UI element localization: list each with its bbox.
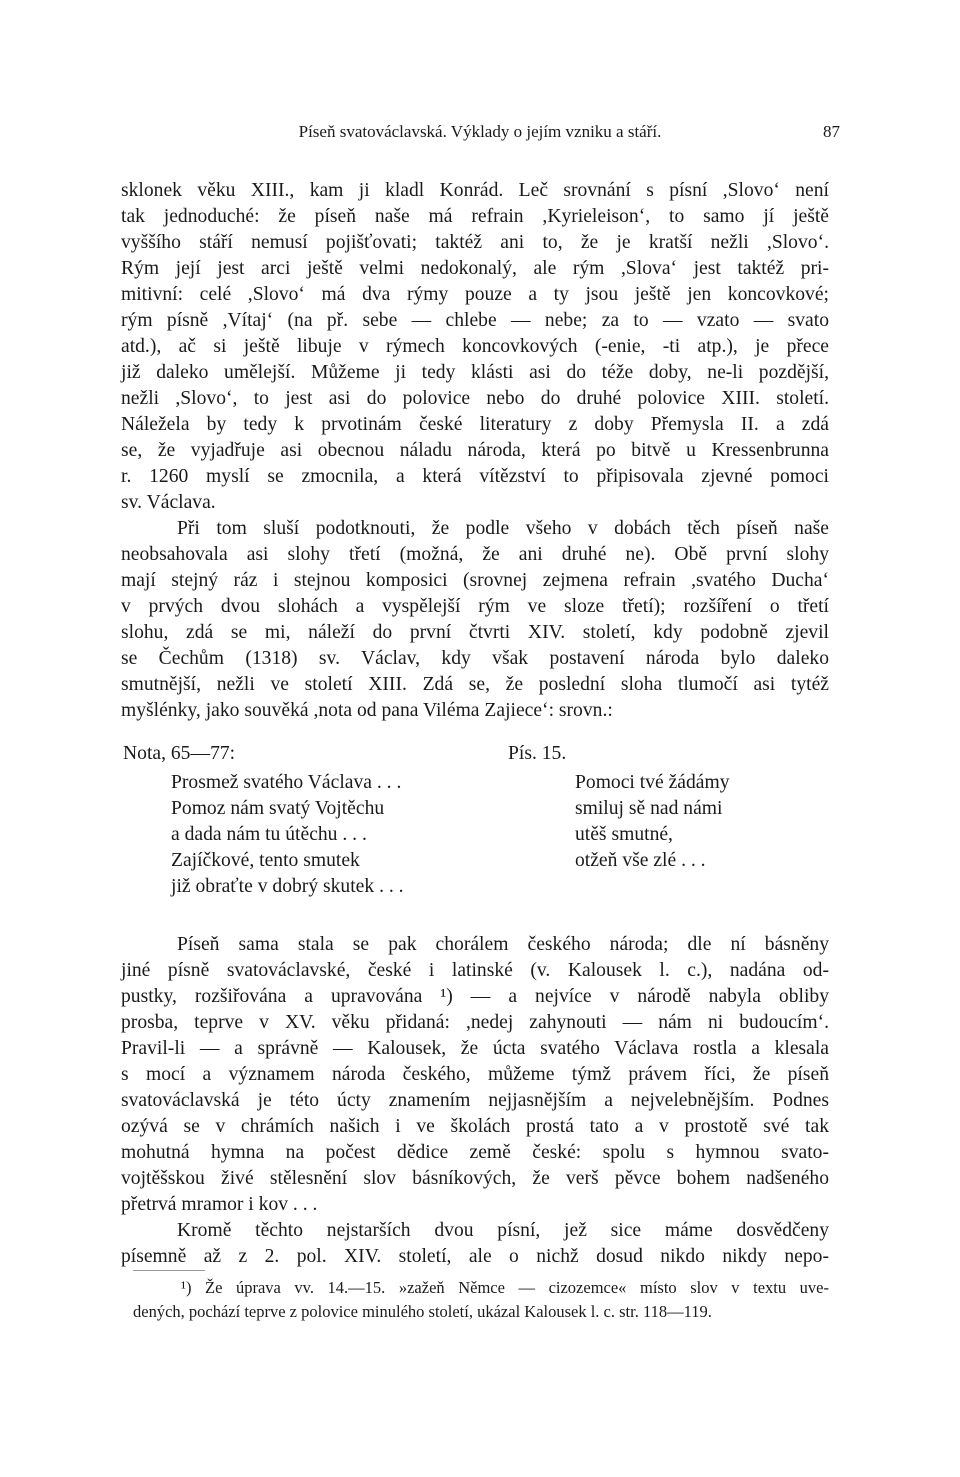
verse-line: utěš smutné, — [575, 824, 673, 845]
verse-line: Pomoz nám svatý Vojtěchu — [171, 798, 385, 819]
verse-line: již obraťte v dobrý skutek . . . — [171, 876, 404, 897]
text-line: se Čechům (1318) sv. Václav, kdy však postavení národa bylo daleko — [121, 648, 829, 669]
text-line: nežli ,Slovo‘, to jest asi do polovice nebo do druhé polovice XIII. století. — [121, 388, 829, 409]
body-text-top — [121, 178, 829, 724]
verse-line: Prosmež svatého Václava . . . — [171, 772, 402, 793]
text-line: s mocí a významem národa českého, můžeme týmž právem říci, že píseň — [121, 1064, 829, 1085]
text-line: svatováclavská je této úcty znamením nejjasnějším a nejvelebnějším. Podnes — [121, 1090, 829, 1111]
verse-line: otžeň vše zlé . . . — [575, 850, 706, 871]
verse-heading: Nota, 65—77: — [123, 743, 236, 764]
text-line: myšlénky, jako souvěká ,nota od pana Viléma Zajiece‘: srovn.: — [121, 700, 613, 721]
text-line: přetrvá mramor i kov . . . — [121, 1194, 318, 1215]
text-line: v prvých dvou slohách a vyspělejší rým ve sloze třetí); rozšíření o třetí — [121, 596, 829, 617]
text-line-indented: Při tom sluší podotknouti, že podle všeho v dobách těch píseň naše — [177, 518, 829, 539]
text-line: r. 1260 myslí se zmocnila, a která vítězství to připisovala zjevné pomoci — [121, 466, 829, 487]
text-line: vyššího stáří nemusí pojišťovati; taktéž ani to, že je kratší nežli ,Slovo‘. — [121, 232, 829, 253]
text-line: mají stejný ráz i stejnou komposici (srovnej zejmena refrain ,svatého Ducha‘ — [121, 570, 829, 591]
text-line: jiné písně svatováclavské, české i latinské (v. Kalousek l. c.), nadána od- — [121, 960, 829, 981]
text-line: ozývá se v chrámích našich i ve školách prostá tato a v prostotě své tak — [121, 1116, 829, 1137]
page-number: 87 — [823, 122, 840, 141]
text-line: smutnější, nežli ve století XIII. Zdá se, že poslední sloha tlumočí asi tytéž — [121, 674, 829, 695]
text-line: Rým její jest arci ještě velmi nedokonalý, ale rým ,Slova‘ jest taktéž pri- — [121, 258, 829, 279]
running-title: Píseň svatováclavská. Výklady o jejím vzniku a stáří. — [298, 122, 662, 141]
verse-quote-nota — [123, 741, 404, 900]
text-line: Náležela by tedy k prvotinám české literatury z doby Přemysla II. a zdá — [121, 414, 829, 435]
verse-line: Zajíčkové, tento smutek — [171, 850, 360, 871]
text-line-indented: Píseň sama stala se pak chorálem českého národa; dle ní básněny — [177, 934, 829, 955]
verse-quote-pisen — [508, 741, 730, 874]
verse-line: Pomoci tvé žádámy — [575, 772, 730, 793]
text-line: tak jednoduché: že píseň naše má refrain ,Kyrieleison‘, to samo jí ještě — [121, 206, 829, 227]
text-line: mitivní: celé ,Slovo‘ má dva rýmy pouze a ty jsou ještě jen koncovkové; — [121, 284, 829, 305]
running-header — [120, 121, 840, 143]
verse-line: smiluj sě nad námi — [575, 798, 723, 819]
body-text-bottom — [121, 932, 829, 1270]
text-line: slohu, zdá se mi, náleží do první čtvrti XIV. století, kdy podobně zjevil — [121, 622, 829, 643]
text-line-indented: Kromě těchto nejstarších dvou písní, jež sice máme dosvědčeny — [177, 1220, 829, 1241]
footnotes — [133, 1276, 829, 1324]
text-line: již daleko umělejší. Můžeme ji tedy klásti asi do téže doby, ne-li pozdější, — [121, 362, 829, 383]
text-line: písemně až z 2. pol. XIV. století, ale o nichž dosud nikdo nikdy nepo- — [121, 1246, 829, 1267]
text-line: sv. Václava. — [121, 492, 216, 513]
footnote-line: dených, pochází teprve z polovice minulého století, ukázal Kalousek l. c. str. 118—119. — [133, 1302, 712, 1321]
text-line: neobsahovala asi slohy třetí (možná, že ani druhé ne). Obě první slohy — [121, 544, 829, 565]
text-line: vojtěšskou živé stělesnění slov básníkových, že verš pěvce bohem nadšeného — [121, 1168, 829, 1189]
footnote-line: ¹) Že úprava vv. 14.—15. »zažeň Němce — cizozemce« místo slov v textu uve- — [181, 1278, 829, 1297]
text-line: se, že vyjadřuje asi obecnou náladu národa, která po bitvě u Kressenbrunna — [121, 440, 829, 461]
text-line: mohutná hymna na počest dědice země české: spolu s hymnou svato- — [121, 1142, 829, 1163]
text-line: atd.), ač si ještě libuje v rýmech koncovkových (-enie, -ti atp.), je přece — [121, 336, 829, 357]
text-line: Pravil-li — a správně — Kalousek, že úcta svatého Václava rostla a klesala — [121, 1038, 829, 1059]
text-line: rým písně ,Vítaj‘ (na př. sebe — chlebe — nebe; za to — vzato — svato — [121, 310, 829, 331]
footnote-divider — [133, 1270, 205, 1271]
text-line: sklonek věku XIII., kam ji kladl Konrád. Leč srovnání s písní ,Slovo‘ není — [121, 180, 829, 201]
verse-heading: Pís. 15. — [508, 743, 567, 764]
verse-line: a dada nám tu útěchu . . . — [171, 824, 367, 845]
text-line: prosba, teprve v XV. věku přidaná: ,nedej zahynouti — nám ni budoucím‘. — [121, 1012, 829, 1033]
text-line: pustky, rozšiřována a upravována ¹) — a nejvíce v národě nabyla obliby — [121, 986, 829, 1007]
